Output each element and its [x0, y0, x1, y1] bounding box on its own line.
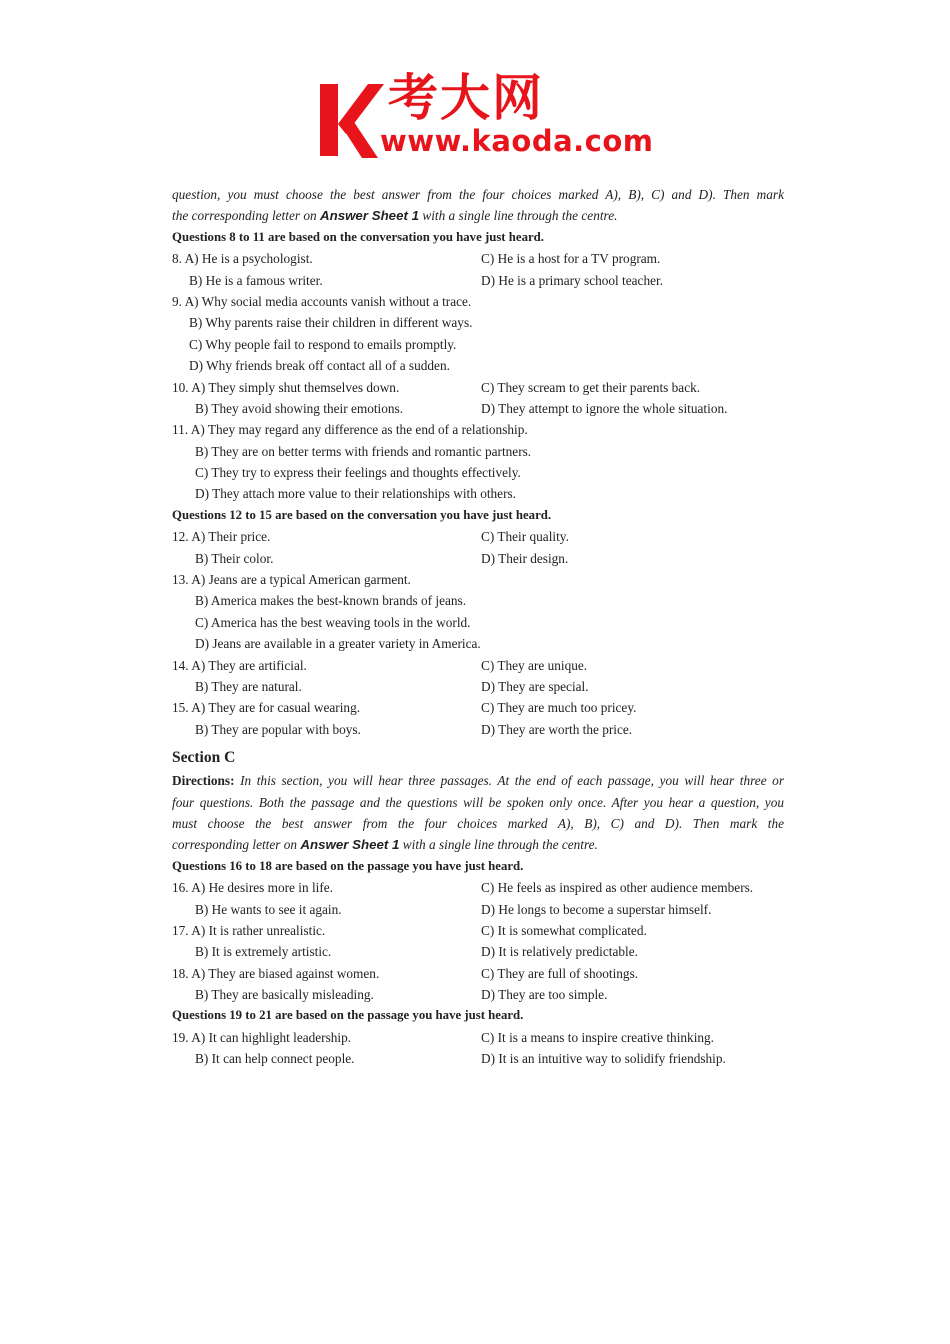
question-15-row-2: [172, 719, 784, 740]
q15-option-b: B) They are popular with boys.: [195, 721, 361, 737]
directions-line-3: must choose the best answer from the four choices marked A), B), C) and D). Then mark the: [172, 815, 784, 831]
q17-option-c: C) It is somewhat complicated.: [481, 922, 647, 938]
q14-option-d: D) They are special.: [481, 678, 589, 694]
q17-option-a: 17. A) It is rather unrealistic.: [172, 922, 326, 938]
questions-8-11-heading: Questions 8 to 11 are based on the conversation you have just heard.: [172, 229, 544, 244]
questions-19-21-heading: Questions 19 to 21 are based on the passage you have just heard.: [172, 1008, 524, 1023]
q18-option-b: B) They are basically misleading.: [195, 987, 374, 1003]
q18-option-a: 18. A) They are biased against women.: [172, 965, 380, 981]
intro-line-1: question, you must choose the best answer from the four choices marked A), B), C) and D). Then mark: [172, 187, 784, 202]
q9-option-a: 9. A) Why social media accounts vanish without a trace.: [172, 293, 472, 309]
question-19-row-2: [172, 1048, 784, 1069]
question-14-row-1: [172, 655, 784, 676]
question-16-row-2: [172, 899, 784, 920]
q19-option-a: 19. A) It can highlight leadership.: [172, 1029, 352, 1045]
q15-option-d: D) They are worth the price.: [481, 721, 633, 737]
q8-option-a: 8. A) He is a psychologist.: [172, 251, 313, 267]
q19-option-d: D) It is an intuitive way to solidify friendship.: [481, 1051, 726, 1067]
question-10-row-2: [172, 398, 784, 419]
question-17-row-2: [172, 941, 784, 962]
q16-option-d: D) He longs to become a superstar himself.: [481, 901, 712, 917]
logo-url-text: www.kaoda.com: [380, 124, 654, 158]
q12-option-d: D) Their design.: [481, 550, 569, 566]
q17-option-d: D) It is relatively predictable.: [481, 944, 638, 960]
q14-option-c: C) They are unique.: [481, 657, 588, 673]
q13-option-d: D) Jeans are available in a greater variety in America.: [195, 636, 481, 652]
question-18-row-1: [172, 963, 784, 984]
directions-line-4: corresponding letter on Answer Sheet 1 with a single line through the centre.: [172, 837, 598, 853]
question-18-row-2: [172, 984, 784, 1005]
q16-option-a: 16. A) He desires more in life.: [172, 880, 333, 896]
question-19-row-1: [172, 1027, 784, 1048]
q12-option-b: B) Their color.: [195, 550, 274, 566]
q8-option-c: C) He is a host for a TV program.: [481, 251, 661, 267]
q9-option-d: D) Why friends break off contact all of a sudden.: [189, 358, 450, 374]
q13-option-a: 13. A) Jeans are a typical American garment.: [172, 572, 411, 588]
q10-option-b: B) They avoid showing their emotions.: [195, 400, 404, 416]
questions-12-15-heading: Questions 12 to 15 are based on the conversation you have just heard.: [172, 507, 552, 522]
question-17-row-1: [172, 920, 784, 941]
question-8-row-1: [172, 248, 784, 269]
q15-option-a: 15. A) They are for casual wearing.: [172, 700, 361, 716]
q8-option-b: B) He is a famous writer.: [189, 272, 323, 288]
q10-option-a: 10. A) They simply shut themselves down.: [172, 379, 400, 395]
question-8-row-2: [172, 270, 784, 291]
q19-option-c: C) It is a means to inspire creative thinking.: [481, 1029, 715, 1045]
q14-option-a: 14. A) They are artificial.: [172, 657, 307, 673]
q13-option-b: B) America makes the best-known brands of jeans.: [195, 593, 467, 609]
q10-option-d: D) They attempt to ignore the whole situation.: [481, 400, 728, 416]
question-15-row-1: [172, 697, 784, 718]
directions-line-1: Directions: In this section, you will hear three passages. At the end of each passage, you will hear three or: [172, 773, 784, 789]
q14-option-b: B) They are natural.: [195, 678, 302, 694]
q12-option-a: 12. A) Their price.: [172, 529, 271, 545]
answer-sheet-label: Answer Sheet 1: [300, 837, 400, 853]
q9-option-c: C) Why people fail to respond to emails promptly.: [189, 336, 457, 352]
q9-option-b: B) Why parents raise their children in different ways.: [189, 315, 473, 331]
q13-option-c: C) America has the best weaving tools in the world.: [195, 614, 471, 630]
intro-line-2: the corresponding letter on Answer Sheet 1 with a single line through the centre.: [172, 208, 618, 224]
q16-option-b: B) He wants to see it again.: [195, 901, 342, 917]
question-12-row-1: [172, 526, 784, 547]
q11-option-b: B) They are on better terms with friends and romantic partners.: [195, 443, 532, 459]
directions-label: Directions:: [172, 773, 235, 789]
section-c-heading: Section C: [172, 749, 236, 767]
q8-option-d: D) He is a primary school teacher.: [481, 272, 664, 288]
q11-option-a: 11. A) They may regard any difference as the end of a relationship.: [172, 422, 528, 438]
q18-option-c: C) They are full of shootings.: [481, 965, 639, 981]
q15-option-c: C) They are much too pricey.: [481, 700, 637, 716]
q11-option-c: C) They try to express their feelings and thoughts effectively.: [195, 465, 521, 481]
question-12-row-2: [172, 548, 784, 569]
logo-chinese-text: 考大网: [388, 69, 544, 127]
q19-option-b: B) It can help connect people.: [195, 1051, 355, 1067]
q11-option-d: D) They attach more value to their relationships with others.: [195, 486, 517, 502]
questions-16-18-heading: Questions 16 to 18 are based on the passage you have just heard.: [172, 858, 524, 873]
question-10-row-1: [172, 377, 784, 398]
question-14-row-2: [172, 676, 784, 697]
k-logo-icon: [318, 80, 384, 160]
q18-option-d: D) They are too simple.: [481, 987, 608, 1003]
directions-line-2: four questions. Both the passage and the questions will be spoken only once. After you hear a question, you: [172, 794, 784, 810]
answer-sheet-label: Answer Sheet 1: [319, 208, 419, 224]
question-16-row-1: [172, 877, 784, 898]
exam-content: [172, 184, 784, 1070]
q12-option-c: C) Their quality.: [481, 529, 569, 545]
q17-option-b: B) It is extremely artistic.: [195, 944, 332, 960]
kaoda-logo: [318, 69, 654, 162]
q16-option-c: C) He feels as inspired as other audience members.: [481, 880, 754, 896]
q10-option-c: C) They scream to get their parents back.: [481, 379, 701, 395]
